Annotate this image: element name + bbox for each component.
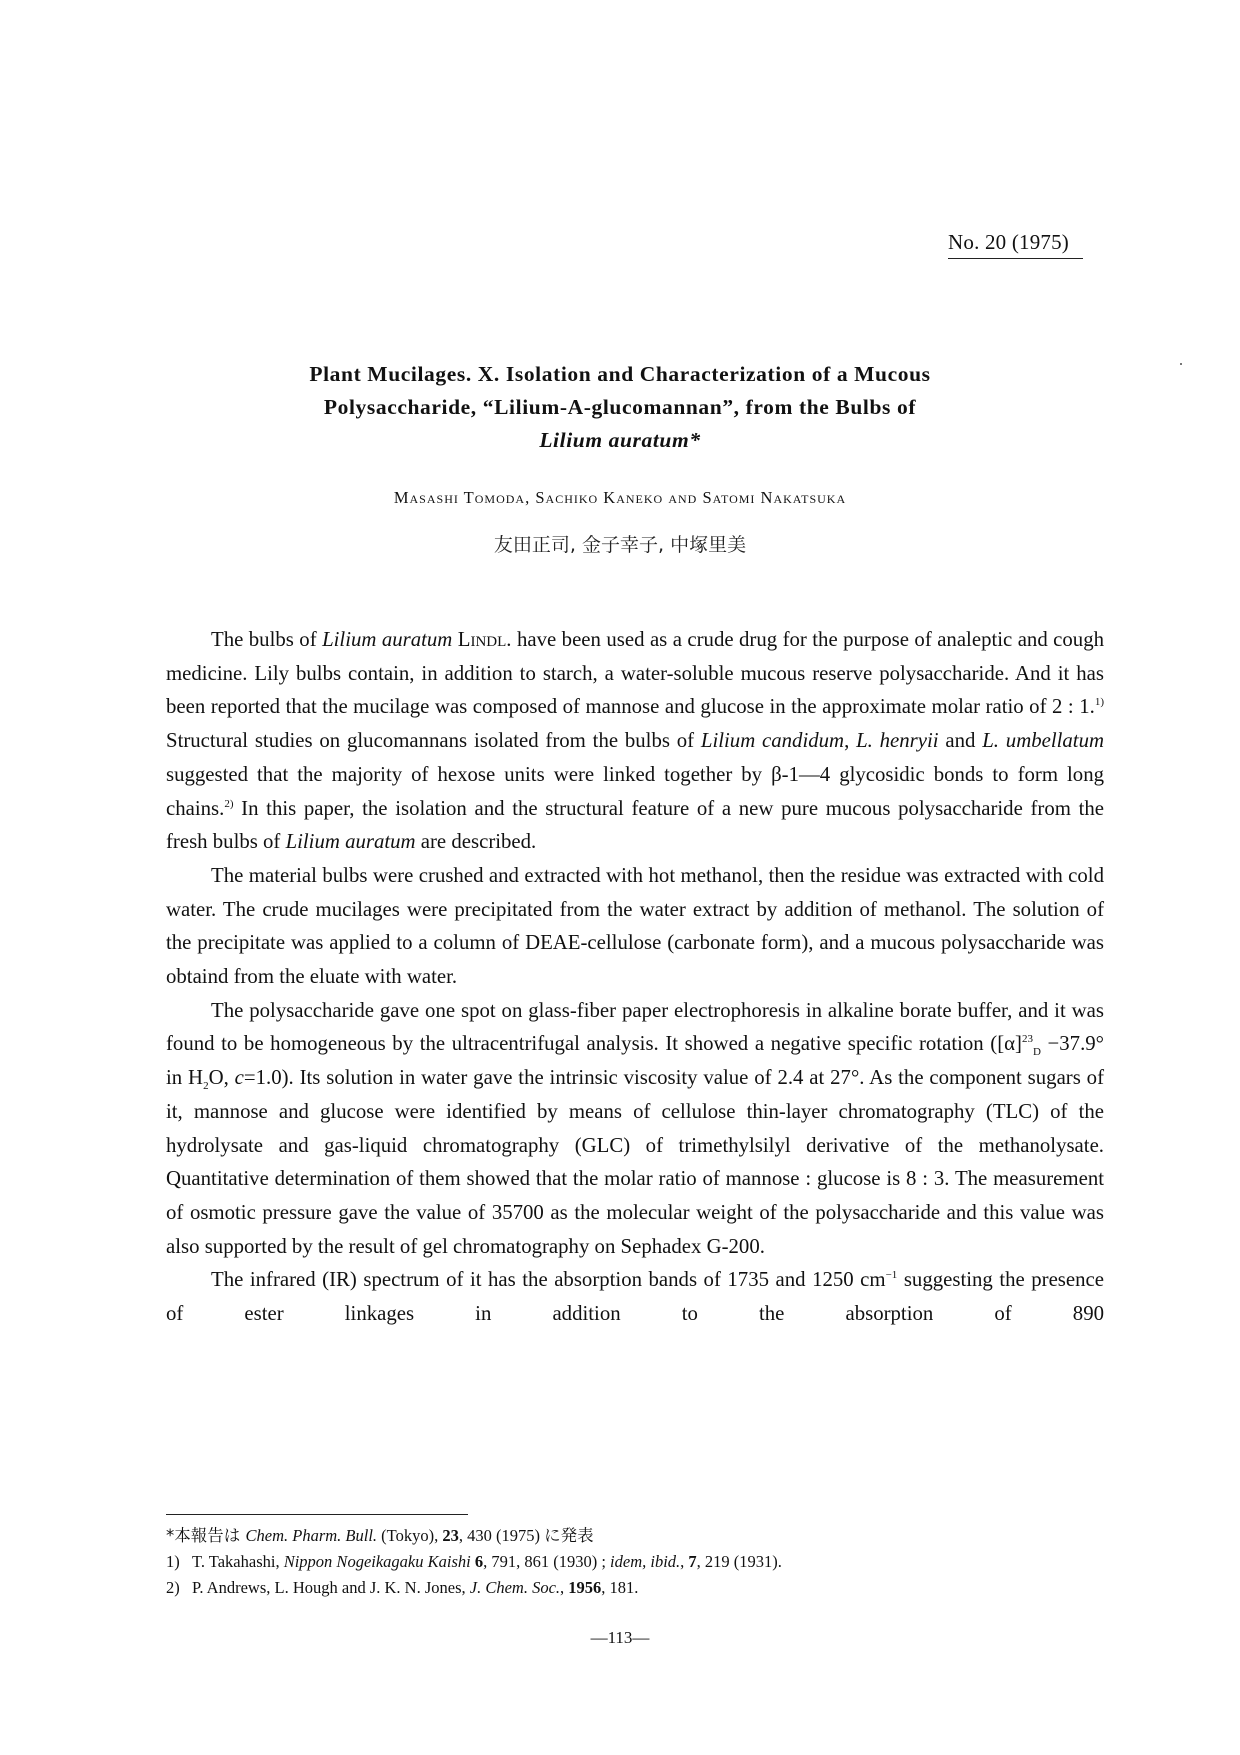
paragraph-intro	[166, 623, 1104, 859]
text-run: , 219 (1931).	[696, 1552, 782, 1571]
text-run: The polysaccharide gave one spot on glass-fiber paper electrophoresis in alkaline borate buffer, and it was found to be homogeneous by the ultracentrifugal analysis. It showed a negative specific rotation ([α]	[166, 998, 1104, 1056]
text-run: (Tokyo),	[377, 1526, 443, 1545]
italic-text: Lilium auratum	[322, 628, 453, 651]
footnote-ref-2-text	[192, 1578, 638, 1597]
text-run: Structural studies on glucomannans isolated from the bulbs of	[166, 729, 701, 753]
text-run: have been used as a crude drug for the purpose of analeptic and cough medicine. Lily bulbs contain, in addition to starch, a water-soluble mucous reserve polysaccharide. And it has been reported that the mucilage was composed of mannose and glucose in the approximate molar ratio of 2 : 1.	[166, 628, 1104, 719]
footnote-rule	[166, 1514, 468, 1515]
footnote-ref-2-number: 2)	[166, 1578, 180, 1597]
italic-text: Nippon Nogeikagaku Kaishi	[283, 1552, 471, 1571]
text-run: T. Takahashi,	[192, 1552, 284, 1571]
paragraph-ir-spectrum	[166, 1263, 1104, 1330]
text-run: =1.0). Its solution in water gave the intrinsic viscosity value of 2.4 at 27°. As the component sugars of it, mannose and glucose were identified by means of cellulose thin-layer chromatography (TLC) of the hydrolysate and gas-liquid chromatography (GLC) of trimethylsilyl derivative of the methanolysate. Quantitative determination of them showed that the molar ratio of mannose : glucose is 8 : 3. The measurement of osmotic pressure gave the value of 35700 as the molecular weight of the polysaccharide and this value was also supported by the result of gel chromatography on Sephadex G-200.	[166, 1066, 1104, 1258]
text-script: 1)	[1094, 696, 1104, 709]
footnote-ref-1	[166, 1550, 1104, 1574]
text-script: −1	[885, 1269, 898, 1282]
italic-text: idem, ibid.	[610, 1552, 681, 1571]
text-run: −37.9° in H	[166, 1032, 1104, 1090]
footnote-ref-1-text	[192, 1552, 782, 1571]
text-run: O,	[208, 1066, 235, 1090]
scan-speck	[1180, 363, 1182, 365]
text-script: D	[1032, 1046, 1041, 1059]
text-run: suggesting the presence of ester linkages in addition to the absorption of 890	[166, 1268, 1104, 1326]
title-line-1: Plant Mucilages. X. Isolation and Characterization of a Mucous	[309, 362, 931, 386]
italic-text: Chem. Pharm. Bull.	[245, 1526, 378, 1545]
text-run: ,	[680, 1552, 689, 1571]
text-run: P. Andrews, L. Hough and J. K. N. Jones,	[192, 1578, 470, 1597]
text-script: 23	[1021, 1033, 1033, 1046]
authors-japanese: 友田正司, 金子幸子, 中塚里美	[493, 534, 747, 556]
text-script: 2	[203, 1080, 209, 1093]
text-run: , 430 (1975)	[458, 1526, 545, 1545]
text-run: *本報告は	[166, 1526, 246, 1545]
text-run: The infrared (IR) spectrum of it has the absorption bands of 1735 and 1250 cm	[211, 1268, 886, 1292]
authors-romanized: Masashi Tomoda, Sachiko Kaneko and Satomi Nakatsuka	[393, 488, 847, 507]
text-run: , 791, 861 (1930) ;	[483, 1552, 611, 1571]
footnote-ref-1-number: 1)	[166, 1552, 180, 1571]
text-run: 23	[442, 1526, 459, 1545]
text-script: 2)	[224, 797, 234, 810]
journal-issue-label: No. 20 (1975)	[948, 230, 1083, 259]
footnote-ref-2	[166, 1576, 1104, 1600]
text-run: Lindl.	[457, 628, 512, 651]
text-run: suggested that the majority of hexose units were linked together by β-1—4 glycosidic bonds to form long chains.	[166, 762, 1104, 820]
italic-text: Lilium candidum	[700, 729, 845, 753]
paragraph-extraction: The material bulbs were crushed and extracted with hot methanol, then the residue was extracted with cold water. The crude mucilages were precipitated from the water extract by addition of methanol. The solution of the precipitate was applied to a column of DEAE-cellulose (carbonate form), and a mucous polysaccharide was obtaind from the eluate with water.	[166, 863, 1104, 989]
paragraph-characterization	[166, 994, 1104, 1264]
page-number: —113—	[590, 1628, 650, 1647]
text-run: ,	[560, 1578, 569, 1597]
text-run: are described.	[415, 830, 537, 854]
text-run: , 181.	[601, 1578, 639, 1597]
text-run: In this paper, the isolation and the structural feature of a new pure mucous polysaccharide from the fresh bulbs of	[166, 796, 1104, 854]
text-run: 7	[688, 1552, 697, 1571]
title-line-3	[180, 428, 1060, 453]
text-run: に発表	[544, 1526, 594, 1545]
text-run: 1956	[568, 1578, 602, 1597]
italic-text: L. umbellatum	[982, 729, 1104, 753]
text-run: and	[938, 729, 983, 753]
title-species: Lilium auratum*	[539, 428, 701, 452]
title-line-2: Polysaccharide, “Lilium-A-glucomannan”, from the Bulbs of	[323, 395, 917, 419]
text-run: The bulbs of	[211, 628, 323, 651]
body-text	[166, 623, 1104, 1331]
footnote-star	[166, 1524, 1104, 1548]
text-run: 6	[474, 1552, 484, 1571]
text-run: ,	[844, 729, 857, 753]
italic-text: c	[234, 1066, 244, 1090]
italic-text: L. henryii	[856, 729, 939, 753]
italic-text: Lilium auratum	[285, 830, 416, 854]
italic-text: J. Chem. Soc.	[469, 1578, 561, 1597]
